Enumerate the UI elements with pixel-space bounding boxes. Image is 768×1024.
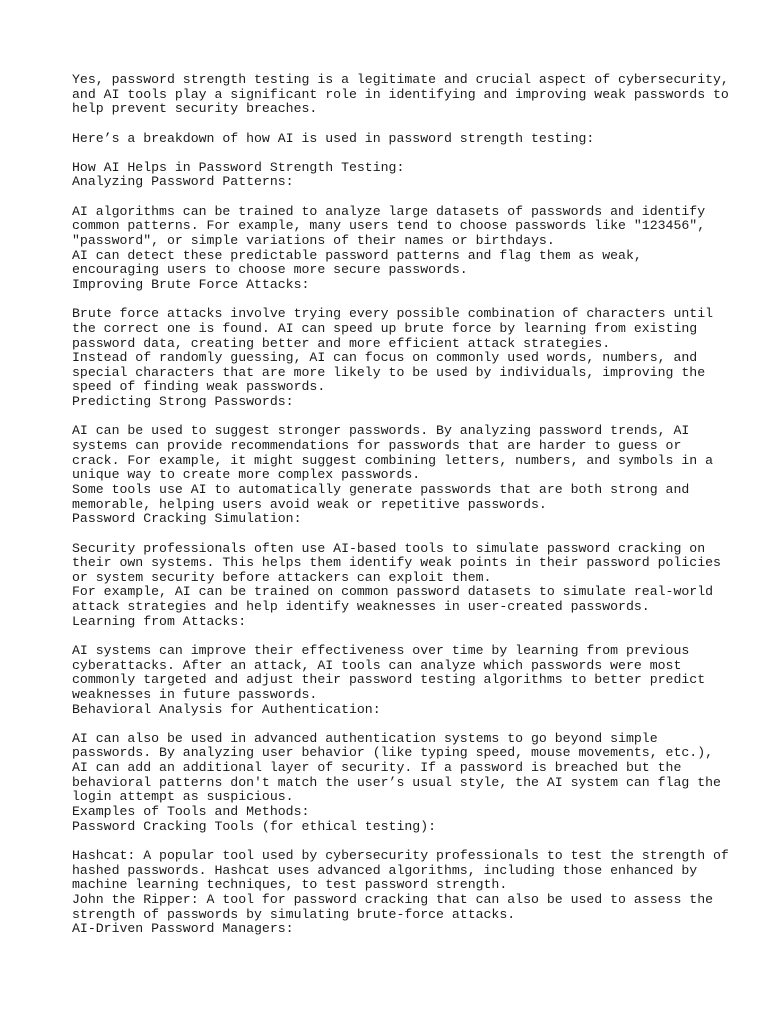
text-line: Predicting Strong Passwords: <box>72 394 294 410</box>
text-line: memorable, helping users avoid weak or repetitive passwords. <box>72 496 547 512</box>
text-line: Hashcat: A popular tool used by cybersecurity professionals to test the strength of <box>72 847 729 863</box>
text-line: systems can provide recommendations for passwords that are harder to guess or <box>72 438 682 454</box>
text-line: login attempt as suspicious. <box>72 789 294 805</box>
text-line: Analyzing Password Patterns: <box>72 174 294 190</box>
blank-line <box>72 117 742 132</box>
text-line: behavioral patterns don't match the user’s usual style, the AI system can flag the <box>72 774 721 790</box>
blank-line <box>72 146 742 161</box>
text-line: speed of finding weak passwords. <box>72 379 326 395</box>
text-line: their own systems. This helps them identify weak points in their password policies <box>72 555 721 571</box>
text-line: Brute force attacks involve trying every possible combination of characters until <box>72 306 714 322</box>
text-line: AI-Driven Password Managers: <box>72 921 294 937</box>
document-body <box>72 73 742 937</box>
blank-line <box>72 717 742 732</box>
text-line: AI systems can improve their effectiveness over time by learning from previous <box>72 642 690 658</box>
text-line: AI can be used to suggest stronger passwords. By analyzing password trends, AI <box>72 423 690 439</box>
text-line: Security professionals often use AI-based tools to simulate password cracking on <box>72 540 706 556</box>
text-line: For example, AI can be trained on common password datasets to simulate real-world <box>72 584 714 600</box>
text-line: passwords. By analyzing user behavior (like typing speed, mouse movements, etc.), <box>72 745 714 761</box>
text-line: encouraging users to choose more secure passwords. <box>72 262 468 278</box>
text-line: Improving Brute Force Attacks: <box>72 276 310 292</box>
text-line: Here’s a breakdown of how AI is used in password strength testing: <box>72 130 595 146</box>
text-line: machine learning techniques, to test password strength. <box>72 877 508 893</box>
blank-line <box>72 629 742 644</box>
text-line: attack strategies and help identify weaknesses in user-created passwords. <box>72 599 650 615</box>
text-line: Yes, password strength testing is a legitimate and crucial aspect of cybersecurity, <box>72 72 729 87</box>
text-line: AI can add an additional layer of security. If a password is breached but the <box>72 760 682 776</box>
blank-line <box>72 293 742 308</box>
text-line: AI can detect these predictable password patterns and flag them as weak, <box>72 247 642 263</box>
blank-line <box>72 410 742 425</box>
blank-line <box>72 190 742 205</box>
text-line: Password Cracking Simulation: <box>72 511 302 527</box>
text-line: weaknesses in future passwords. <box>72 686 318 702</box>
text-line: Examples of Tools and Methods: <box>72 804 310 820</box>
text-line: hashed passwords. Hashcat uses advanced algorithms, including those enhanced by <box>72 862 698 878</box>
text-line: commonly targeted and adjust their password testing algorithms to better predict <box>72 672 706 688</box>
text-line: help prevent security breaches. <box>72 101 318 117</box>
blank-line <box>72 834 742 849</box>
text-line: How AI Helps in Password Strength Testing: <box>72 159 405 175</box>
text-line: special characters that are more likely to be used by individuals, improving the <box>72 364 706 380</box>
text-line: Some tools use AI to automatically generate passwords that are both strong and <box>72 481 690 497</box>
text-line: Behavioral Analysis for Authentication: <box>72 701 381 717</box>
text-line: AI algorithms can be trained to analyze large datasets of passwords and identify <box>72 203 706 219</box>
text-line: Learning from Attacks: <box>72 613 247 629</box>
text-line: and AI tools play a significant role in identifying and improving weak passwords to <box>72 86 729 102</box>
text-line: crack. For example, it might suggest combining letters, numbers, and symbols in a <box>72 452 714 468</box>
text-line: or system security before attackers can exploit them. <box>72 569 492 585</box>
text-line: common patterns. For example, many users tend to choose passwords like "123456", <box>72 218 706 234</box>
blank-line <box>72 527 742 542</box>
text-line: unique way to create more complex passwords. <box>72 467 421 483</box>
text-line: Instead of randomly guessing, AI can focus on commonly used words, numbers, and <box>72 350 698 366</box>
text-line: AI can also be used in advanced authentication systems to go beyond simple <box>72 730 658 746</box>
text-line: strength of passwords by simulating brute-force attacks. <box>72 906 516 922</box>
text-line: "password", or simple variations of their names or birthdays. <box>72 233 555 249</box>
text-line: the correct one is found. AI can speed up brute force by learning from existing <box>72 320 698 336</box>
text-line: password data, creating better and more efficient attack strategies. <box>72 335 611 351</box>
text-line: cyberattacks. After an attack, AI tools can analyze which passwords were most <box>72 657 682 673</box>
text-line: Password Cracking Tools (for ethical testing): <box>72 818 437 834</box>
text-line: John the Ripper: A tool for password cracking that can also be used to assess the <box>72 891 714 907</box>
